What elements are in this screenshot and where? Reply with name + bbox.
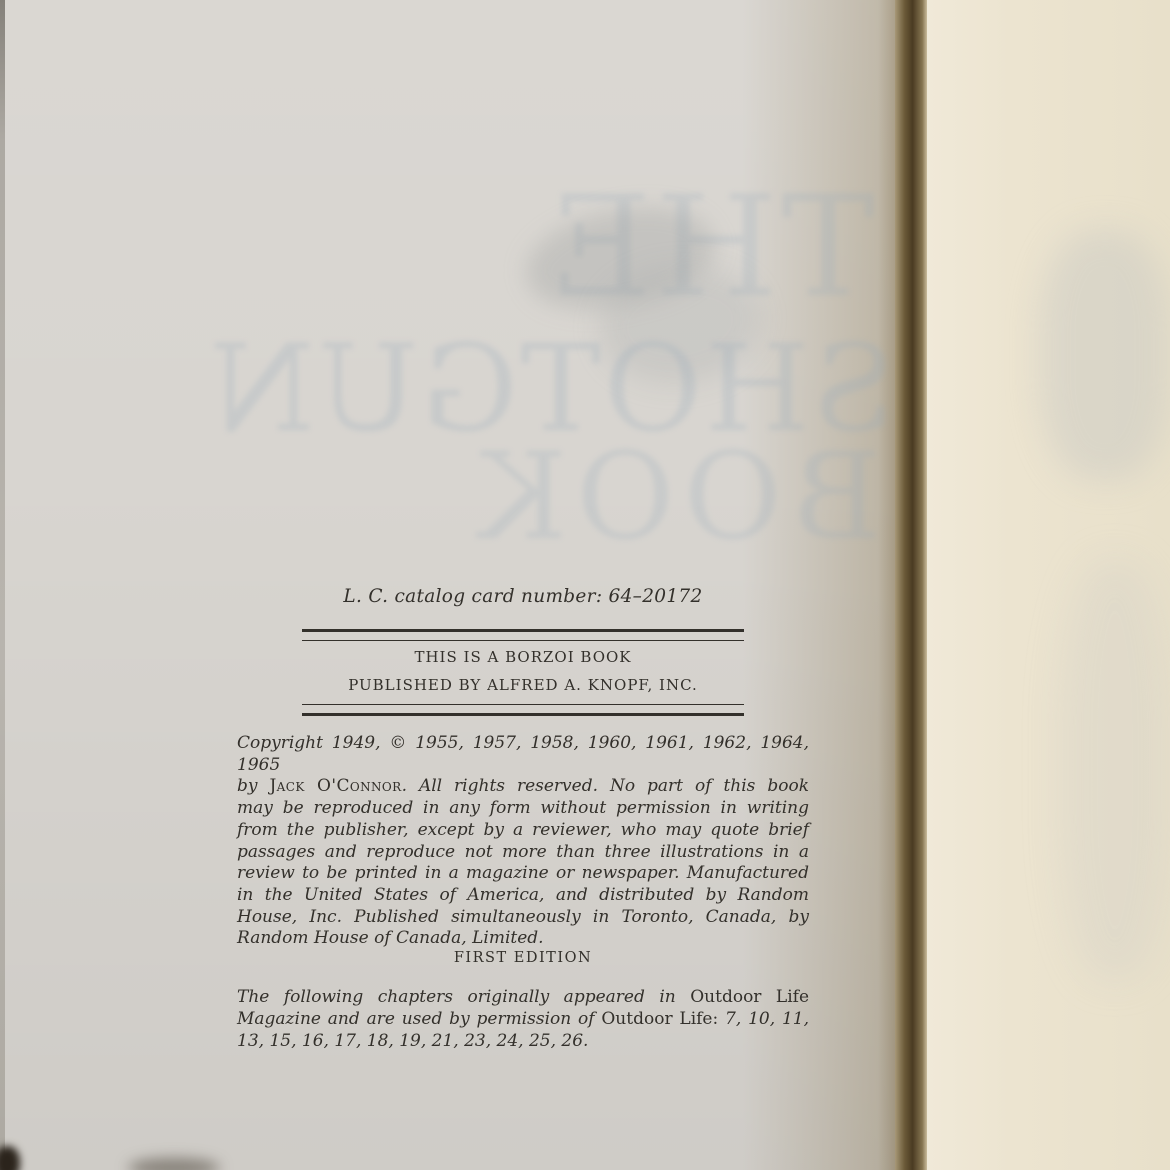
book-gutter-shadow [895,0,927,1170]
ghost-title-book: BOOK [468,428,882,567]
text-line: by Jack O'Connor. All rights reserved. No part of this book [237,776,810,797]
text-line: from the publisher, except by a reviewer, who may quote brief [237,819,809,840]
text-line: in the United States of America, and distributed by Random [237,884,809,905]
ghost-title-shotgun: SHOTGUN [206,320,895,459]
photo-left-edge-shadow [0,0,5,1170]
text-line: Copyright 1949, © 1955, 1957, 1958, 1960, 1961, 1962, 1964, 1965 [237,733,809,775]
text-line: Random House of Canada, Limited. [237,928,544,949]
text-line: House, Inc. Published simultaneously in Toronto, Canada, by [237,906,809,927]
ghost-title-the: THE [545,166,875,329]
facing-page-showthrough-smudge [1060,560,1170,980]
copyright-paragraph [237,733,809,950]
catalog-card-line: L. C. catalog card number: 64–20172 [343,586,703,607]
colophon-rule-top [302,629,744,641]
text-line: The following chapters originally appeared in Outdoor Life [237,987,810,1007]
text-line: may be reproduced in any form without permission in writing [237,798,809,819]
text-line: passages and reproduce not more than three illustrations in a [237,841,809,862]
facing-page-showthrough-smudge [1040,230,1170,480]
text-line: Magazine and are used by permission of Outdoor Life: 7, 10, 11, [237,1009,809,1029]
text-line: review to be printed in a magazine or newspaper. Manufactured [237,863,809,884]
first-edition-label: FIRST EDITION [453,950,593,966]
outdoor-life-paragraph [237,986,809,1052]
colophon-rule-bottom [302,704,744,716]
borzoi-colophon-line-1: THIS IS A BORZOI BOOK [414,648,632,666]
text-line: 13, 15, 16, 17, 18, 19, 21, 23, 24, 25, 26. [237,1031,589,1051]
borzoi-colophon-line-2: PUBLISHED BY ALFRED A. KNOPF, INC. [348,676,698,694]
